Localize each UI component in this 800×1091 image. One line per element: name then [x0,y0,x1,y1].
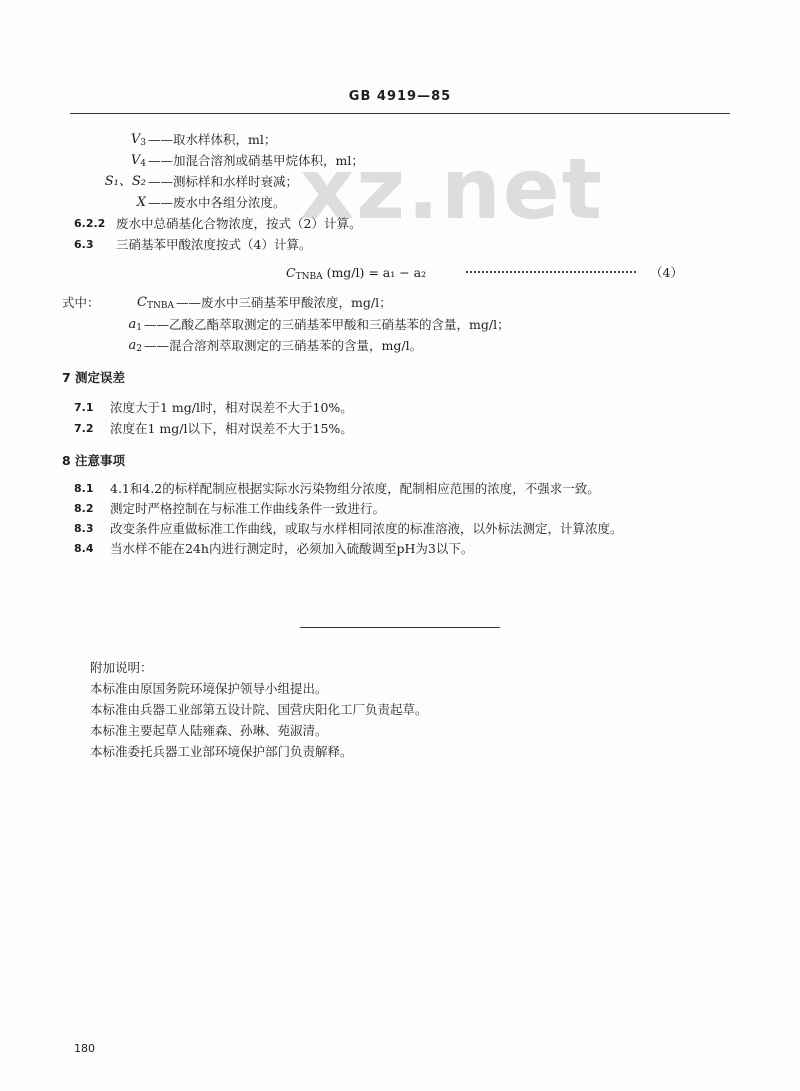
definition-text: ——测标样和水样时衰减； [148,174,299,189]
definition-symbol: $a_2$ [128,338,142,354]
definition-text: ——废水中各组分浓度。 [148,195,286,210]
appendix-line: 本标准由原国务院环境保护领导小组提出。 [90,681,328,696]
definition-text: ——废水中三硝基苯甲酸浓度，mg/l； [176,295,392,310]
definition-symbol: $V_3$ [130,132,146,148]
clause-text: 当水样不能在24h内进行测定时，必须加入硫酸调至pH为3以下。 [110,541,474,556]
clause-number: 7.1 [74,401,94,414]
definition-symbol: X [136,195,146,210]
clause-number: 8.3 [74,522,94,535]
clause-text: 废水中总硝基化合物浓度，按式（2）计算。 [116,216,362,231]
definition-symbol: $C_{TNBA}$ [137,295,174,311]
formula-expression: $C_{TNBA}$ (mg/l) = a₁ − a₂ [286,265,427,282]
clause-number: 6.2.2 [74,217,106,230]
clause-text: 测定时严格控制在与标准工作曲线条件一致进行。 [110,501,386,516]
clause-text: 三硝基苯甲酸浓度按式（4）计算。 [116,237,312,252]
watermark: xz.net [300,140,604,238]
definition-text: ——取水样体积，ml； [148,132,277,147]
header-rule [70,113,730,114]
page-number: 180 [74,1042,95,1055]
appendix-title: 附加说明： [90,660,153,675]
section-divider [300,627,500,628]
definition-text: ——混合溶剂萃取测定的三硝基苯的含量，mg/l。 [144,338,423,353]
definition-prefix: 式中： [62,295,100,310]
standard-code-header: GB 4919—85 [348,89,452,104]
definition-symbol: $V_4$ [130,153,146,169]
definition-symbol: S₁、S₂ [104,174,146,189]
clause-text: 浓度大于1 mg/l时，相对误差不大于10%。 [110,400,353,415]
clause-text: 改变条件应重做标准工作曲线，或取与水样相同浓度的标准溶液，以外标法测定，计算浓度。 [110,521,623,536]
definition-text: ——加混合溶剂或硝基甲烷体积，ml； [148,153,364,168]
formula-leader-dots [466,271,636,273]
clause-number: 7.2 [74,422,94,435]
clause-number: 8.2 [74,502,94,515]
appendix-line: 本标准由兵器工业部第五设计院、国营庆阳化工厂负责起草。 [90,702,428,717]
section-heading: 7 测定误差 [62,370,126,385]
section-heading: 8 注意事项 [62,453,126,468]
appendix-line: 本标准主要起草人陆雍森、孙琳、苑淑清。 [90,723,328,738]
clause-number: 8.1 [74,482,94,495]
definition-text: ——乙酸乙酯萃取测定的三硝基苯甲酸和三硝基苯的含量，mg/l； [144,317,510,332]
definition-symbol: $a_1$ [128,317,142,333]
clause-number: 8.4 [74,542,94,555]
clause-text: 4.1和4.2的标样配制应根据实际水污染物组分浓度，配制相应范围的浓度，不强求一致。 [110,481,600,496]
clause-number: 6.3 [74,238,94,251]
clause-text: 浓度在1 mg/l以下，相对误差不大于15%。 [110,421,353,436]
formula-number: （4） [650,265,683,280]
appendix-line: 本标准委托兵器工业部环境保护部门负责解释。 [90,744,353,759]
